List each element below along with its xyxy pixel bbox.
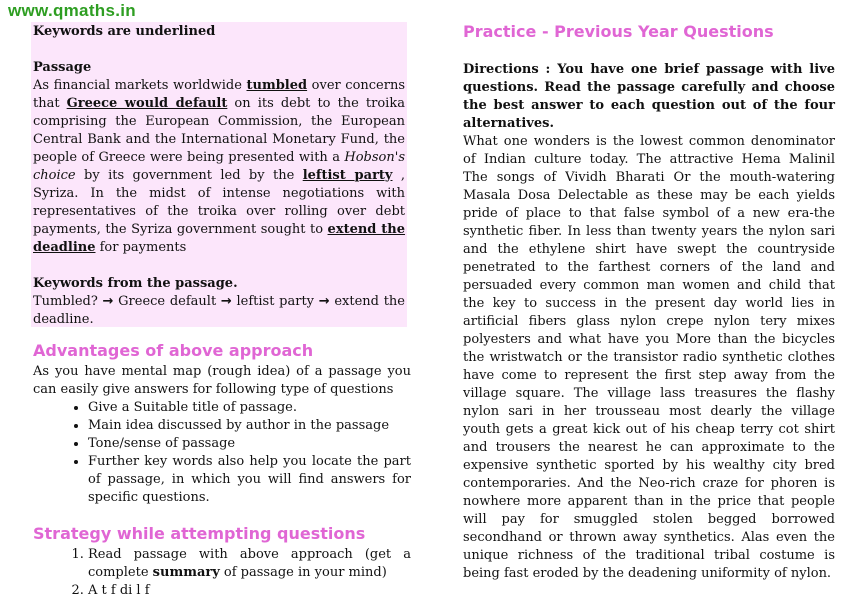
advantages-list: [33, 399, 411, 507]
list-item: • Further key words also help you locate the part of passage, in which you will find answers for specific questions.: [88, 453, 411, 507]
keywords-note: Keywords are underlined: [33, 24, 216, 39]
list-item: • Tone/sense of passage: [88, 435, 411, 453]
list-item: 1. Read passage with above approach (get a complete summary of passage in your mind): [88, 546, 411, 582]
passage-text: As financial markets worldwide tumbled over concerns that Greece would default on its debt to the troika comprising the European Commission, the European Central Bank and the International Monetary Fund, the people of Greece were being presented with a Hobson's choice by its government led by the leftist party , Syriza. In the midst of intense negotiations with representatives of the troika over rolling over debt payments, the Syriza government sought to extend the deadline for payments: [33, 78, 406, 255]
right-column: [463, 22, 835, 583]
list-item: 2. A t f di l f: [88, 582, 411, 600]
keyword-tumbled: tumbled: [246, 78, 308, 93]
directions-text: Directions : You have one brief passage with live questions. Read the passage carefully and choose the best answer to each question out of the four alternatives.: [463, 62, 835, 131]
arrow-icon: →: [220, 294, 232, 309]
strategy-list: [33, 546, 411, 600]
practice-heading: Practice - Previous Year Questions: [463, 22, 774, 41]
list-item: • Give a Suitable title of passage.: [88, 399, 411, 417]
keywords-line: Tumbled? → Greece default → leftist party → extend the deadline.: [33, 294, 405, 327]
keyword-leftist-party: leftist party: [302, 168, 393, 183]
keyword-greece-default: Greece would default: [66, 96, 228, 111]
keyword-extend-deadline: extend the deadline: [33, 222, 406, 255]
passage-label: Passage: [33, 60, 92, 75]
arrow-icon: →: [318, 294, 330, 309]
arrow-icon: →: [102, 294, 114, 309]
strategy-heading: Strategy while attempting questions: [33, 524, 366, 543]
advantages-heading: Advantages of above approach: [33, 341, 314, 360]
left-column: [33, 22, 411, 600]
site-url: www.qmaths.in: [8, 1, 136, 20]
list-item: • Main idea discussed by author in the passage: [88, 417, 411, 435]
keywords-label: Keywords from the passage.: [33, 276, 238, 291]
advantages-intro: As you have mental map (rough idea) of a passage you can easily give answers for following type of questions: [33, 364, 411, 397]
practice-passage: What one wonders is the lowest common denominator of Indian culture today. The attractive Hema Malinil The songs of Vividh Bharati Or the mouth-watering Masala Dosa Delectable as these may be each yields pride of place to that false symbol of a new era-the synthetic fiber. In less than twenty years the nylon sari and the ethylene shirt have swept the countryside penetrated to the farthest corners of the land and persuaded every common man women and child that the key to success in the present day world lies in artificial fibers glass nylon crepe nylon tery mixes polyesters and what have you More than the bicycles the wristwatch or the transistor radio synthetic clothes have come to represent the first step away from the village square. The village lass treasures the flashy nylon sari in her trousseau most dearly the village youth gets a great kick out of his cheap terry cot shirt and trousers the nearest he can approximate to the expensive synthetic sported by his wealthy city bred contemporaries. And the Neo-rich craze for phoren is nowhere more apparent than in the price that people will pay for smuggled stolen begged borrowed secondhand or thrown away synthetics. Alas even the unique richness of the traditional tribal costume is being fast eroded by the deadening uniformity of nylon.: [463, 134, 835, 581]
keywords-box: [31, 22, 407, 327]
